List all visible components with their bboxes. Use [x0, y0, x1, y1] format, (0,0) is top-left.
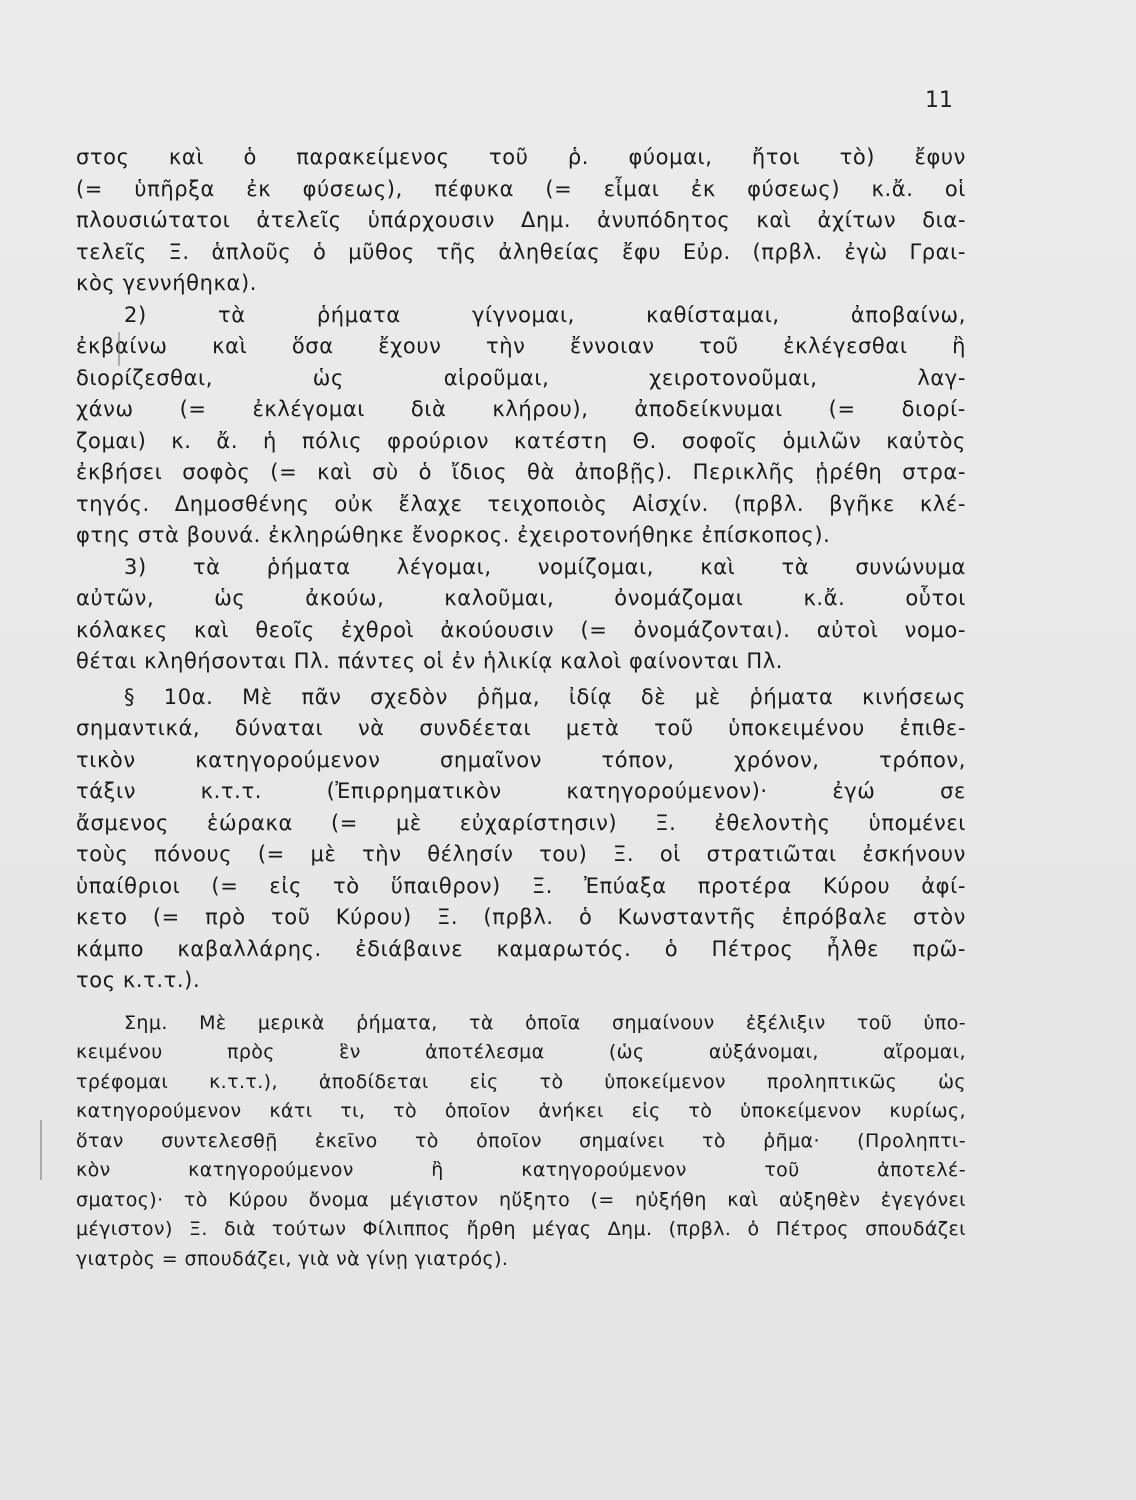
- paragraph-2-start: 2) τὰ ῥήματα γίγνομαι, καθίσταμαι, ἀποβαίνω,: [124, 302, 966, 327]
- text-line: πλουσιώτατοι ἀτελεῖς ὑπάρχουσιν Δημ. ἀνυπόδητος καὶ ἀχίτων δια-: [76, 208, 966, 232]
- text-line: αὐτῶν, ὡς ἀκούω, καλοῦμαι, ὀνομάζομαι κ.ἄ. οὗτοι: [76, 586, 966, 610]
- text-line: (= ὑπῆρξα ἐκ φύσεως), πέφυκα (= εἶμαι ἐκ φύσεως) κ.ἄ. οἱ: [76, 176, 966, 201]
- note-heading: Σημ. Μὲ μερικὰ ῥήματα, τὰ ὁποῖα σημαίνουν ἐξέλιξιν τοῦ ὑπο-: [124, 1011, 966, 1034]
- note-line: κειμένου πρὸς ἓν ἀποτέλεσμα (ὡς αὐξάνομαι, αἴρομαι,: [76, 1041, 966, 1063]
- text-line: σημαντικά, δύναται νὰ συνδέεται μετὰ τοῦ ὑποκειμένου ἐπιθε-: [76, 716, 966, 740]
- text-line: τοὺς πόνους (= μὲ τὴν θέλησίν του) Ξ. οἱ στρατιῶται ἐσκήνουν: [76, 842, 966, 866]
- text-line: θέται κληθήσονται Πλ. πάντες οἱ ἐν ἡλικίᾳ καλοὶ φαίνονται Πλ.: [76, 649, 784, 673]
- text-line: κάμπο καβαλλάρης. ἐδιάβαινε καμαρωτός. ὁ Πέτρος ἦλθε πρῶ-: [76, 936, 966, 961]
- text-line: τος κ.τ.τ.).: [76, 968, 201, 992]
- pencil-margin-mark: [40, 1120, 42, 1180]
- text-line: ἐκβήσει σοφὸς (= καὶ σὺ ὁ ἴδιος θὰ ἀποβῇς). Περικλῆς ᾑρέθη στρα-: [76, 460, 966, 484]
- text-line: ἐκβαίνω καὶ ὅσα ἔχουν τὴν ἔννοιαν τοῦ ἐκλέγεσθαι ἢ: [76, 334, 966, 358]
- note-line: κὸν κατηγορούμενον ἢ κατηγορούμενον τοῦ ἀποτελέ-: [76, 1159, 966, 1181]
- note-line: κατηγορούμενον κάτι τι, τὸ ὁποῖον ἀνήκει εἰς τὸ ὑποκείμενον κυρίως,: [76, 1100, 966, 1122]
- text-line: τάξιν κ.τ.τ. (Ἐπιρρηματικὸν κατηγορούμενον)· ἐγώ σε: [76, 779, 966, 803]
- note-line: γιατρὸς = σπουδάζει, γιὰ νὰ γίνῃ γιατρός).: [76, 1247, 509, 1270]
- text-line: τηγός. Δημοσθένης οὐκ ἔλαχε τειχοποιὸς Αἰσχίν. (πρβλ. βγῆκε κλέ-: [76, 491, 966, 516]
- pencil-margin-mark: [118, 332, 120, 366]
- text-line: τικὸν κατηγορούμενον σημαῖνον τόπον, χρόνον, τρόπον,: [76, 747, 966, 772]
- section-10a-heading: § 10α. Μὲ πᾶν σχεδὸν ῥῆμα, ἰδίᾳ δὲ μὲ ῥήματα κινήσεως: [124, 684, 966, 709]
- text-line: διορίζεσθαι, ὡς αἱροῦμαι, χειροτονοῦμαι, λαγ-: [76, 365, 966, 390]
- text-line: ὑπαίθριοι (= εἰς τὸ ὕπαιθρον) Ξ. Ἐπύαξα προτέρα Κύρου ἀφί-: [76, 873, 966, 898]
- text-line: φτης στὰ βουνά. ἐκληρώθηκε ἔνορκος. ἐχειροτονήθηκε ἐπίσκοπος).: [76, 523, 831, 547]
- page-number: 11: [925, 88, 953, 113]
- text-line: τελεῖς Ξ. ἁπλοῦς ὁ μῦθος τῆς ἀληθείας ἔφυ Εὐρ. (πρβλ. ἐγὼ Γραι-: [76, 239, 966, 264]
- note-line: τρέφομαι κ.τ.τ.), ἀποδίδεται εἰς τὸ ὑποκείμενον προληπτικῶς ὡς: [76, 1070, 966, 1093]
- text-line: κόλακες καὶ θεοῖς ἐχθροὶ ἀκούουσιν (= ὀνομάζονται). αὐτοὶ νομο-: [76, 617, 966, 642]
- text-line: στος καὶ ὁ παρακείμενος τοῦ ῥ. φύομαι, ἤτοι τὸ) ἔφυν: [76, 145, 966, 169]
- note-block: [76, 1009, 966, 1275]
- paragraph-3-start: 3) τὰ ῥήματα λέγομαι, νομίζομαι, καὶ τὰ συνώνυμα: [124, 554, 966, 579]
- note-line: μέγιστον) Ξ. διὰ τούτων Φίλιππος ἤρθη μέγας Δημ. (πρβλ. ὁ Πέτρος σπουδάζει: [76, 1218, 966, 1240]
- note-line: ὅταν συντελεσθῇ ἐκεῖνο τὸ ὁποῖον σημαίνει τὸ ῥῆμα· (Προληπτι-: [76, 1129, 966, 1152]
- text-line: ἄσμενος ἑώρακα (= μὲ εὐχαρίστησιν) Ξ. ἐθελοντὴς ὑπομένει: [76, 810, 966, 835]
- note-line: σματος)· τὸ Κύρου ὄνομα μέγιστον ηὔξητο (= ηὐξήθη καὶ αὐξηθὲν ἐγεγόνει: [76, 1188, 966, 1211]
- body-text: [76, 142, 966, 1274]
- text-line: ζομαι) κ. ἄ. ἡ πόλις φρούριον κατέστη Θ. σοφοῖς ὁμιλῶν καὐτὸς: [76, 428, 966, 453]
- text-line: κὸς γεννήθηκα).: [76, 271, 258, 295]
- text-line: κετο (= πρὸ τοῦ Κύρου) Ξ. (πρβλ. ὁ Κωνσταντῆς ἐπρόβαλε στὸν: [76, 905, 966, 929]
- text-line: χάνω (= ἐκλέγομαι διὰ κλήρου), ἀποδείκνυμαι (= διορί-: [76, 397, 966, 421]
